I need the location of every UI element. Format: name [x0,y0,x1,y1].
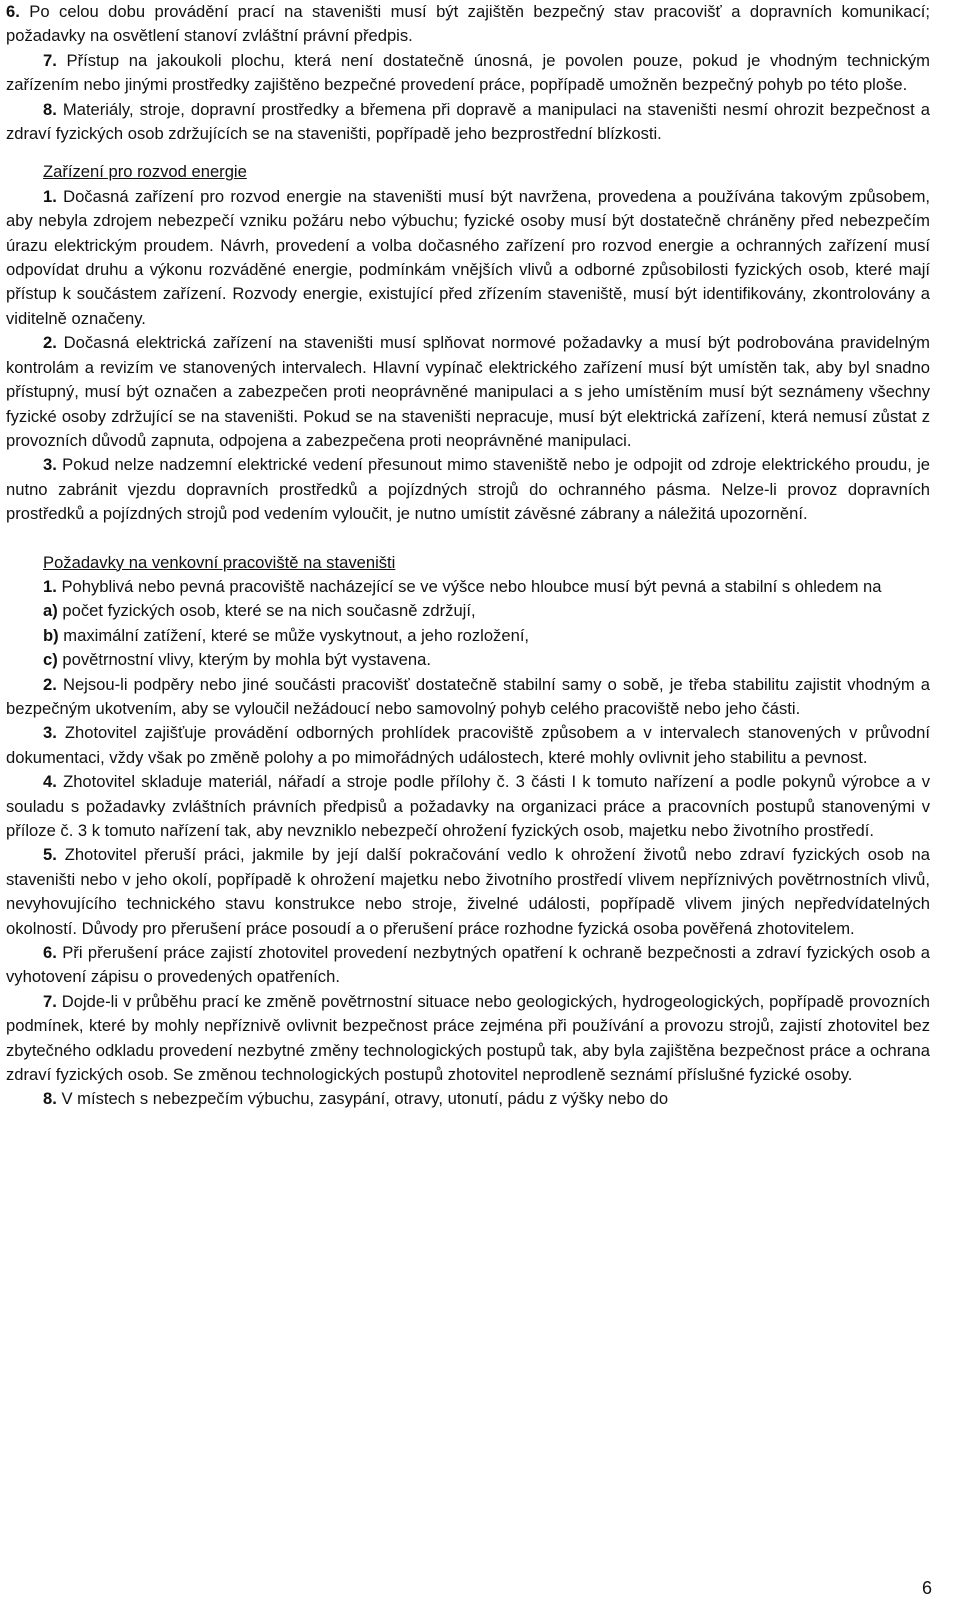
paragraph-number: 7. [43,50,57,70]
paragraph-energy-3 [6,453,930,526]
paragraph-number: 8. [43,1089,57,1109]
list-item-marker: c) [43,650,58,670]
paragraph-text: Při přerušení práce zajistí zhotovitel provedení nezbytných opatření k ochraně bezpečnosti a zdraví fyzických osob a vyhotovení zápisu o provedených opatřeních. [6,943,930,987]
paragraph-text: Zhotovitel zajišťuje provádění odborných prohlídek pracoviště způsobem a v intervalech stanovených v průvodní dokumentaci, vždy však po změně polohy a po mimořádných událostech, které mohly ovlivnit jeho stabilitu a pevnost. [6,723,930,767]
paragraph-text: Pokud nelze nadzemní elektrické vedení přesunout mimo staveniště nebo je odpojit od zdroje elektrického proudu, je nutno zabránit vjezdu dopravních prostředků a pojízdných strojů do ochranného pásma. Nelze-li provoz dopravních prostředků a pojízdných strojů pod vedením vyloučit, je nutno umístit závěsné zábrany a náležitá upozornění. [6,455,930,524]
section-heading-energy [6,160,930,184]
section-heading-outdoor [6,551,930,575]
list-item-b [6,624,930,648]
paragraph-number: 8. [43,99,57,119]
paragraph-number: 5. [43,845,57,865]
spacer [6,146,930,160]
list-item-c [6,648,930,672]
paragraph-text: Po celou dobu provádění prací na staveništi musí být zajištěn bezpečný stav pracovišť a dopravních komunikací; požadavky na osvětlení stanoví zvláštní právní předpis. [6,2,930,46]
paragraph-number: 4. [43,772,57,792]
paragraph-text: Dočasná elektrická zařízení na staveništi musí splňovat normové požadavky a musí být podrobována pravidelným kontrolám a revizím ve stanovených intervalech. Hlavní vypínač elektrického zařízení musí být umístěn tak, aby byl snadno přístupný, musí být označen a zabezpečen proti neoprávněné manipulaci a s jeho umístěním musí být seznámeny všechny fyzické osoby zdržující se na staveništi. Pokud se na staveništi nepracuje, musí být elektrická zařízení, která nemusí zůstat z provozních důvodů zapnuta, odpojena a zabezpečena proti neoprávněné manipulaci. [6,333,930,450]
paragraph-number: 1. [43,576,57,596]
paragraph-number: 2. [43,333,57,353]
paragraph-energy-2 [6,331,930,453]
spacer [6,527,930,551]
paragraph-outdoor-1 [6,575,930,599]
list-item-text: maximální zatížení, které se může vyskytnout, a jeho rozložení, [58,625,530,645]
paragraph-text: Zhotovitel skladuje materiál, nářadí a stroje podle přílohy č. 3 části I k tomuto nařízení a podle pokynů výrobce a v souladu s požadavky zvláštních právních předpisů a požadavky na organizaci práce a pracovních postupů stanovenými v příloze č. 3 k tomuto nařízení tak, aby nevzniklo nebezpečí ohrožení fyzických osob, majetku nebo životního prostředí. [6,772,930,840]
paragraph-text: Zhotovitel přeruší práci, jakmile by její další pokračování vedlo k ohrožení životů nebo zdraví fyzických osob na staveništi nebo v jeho okolí, popřípadě k ohrožení majetku nebo životního prostředí vlivem nepříznivých povětrnostních vlivů, nevyhovujícího technického stavu konstrukce nebo stroje, živelné události, popřípadě vlivem jiných nepředvídatelných okolností. Důvody pro přerušení práce posoudí a o přerušení práce rozhodne fyzická osoba pověřená zhotovitelem. [6,845,930,938]
paragraph-text: Přístup na jakoukoli plochu, která není dostatečně únosná, je povolen pouze, pokud je vhodným technickým zařízením nebo jinými prostředky zajištěno bezpečné provedení práce, popřípadě umožněn bezpečný pohyb po této ploše. [6,50,930,95]
list-item-text: počet fyzických osob, které se na nich současně zdržují, [57,601,476,621]
heading-text: Požadavky na venkovní pracoviště na staveništi [43,552,396,572]
paragraph-number: 3. [43,723,57,743]
list-item-a [6,599,930,623]
paragraph-number: 6. [6,2,20,21]
list-item-marker: a) [43,601,58,621]
paragraph-outdoor-6 [6,941,930,990]
paragraph-text: Pohyblivá nebo pevná pracoviště nacházející se ve výšce nebo hloubce musí být pevná a stabilní s ohledem na [56,576,882,596]
paragraph-text: Nejsou-li podpěry nebo jiné součásti pracovišť dostatečně stabilní samy o sobě, je třeba stabilitu zajistit vhodným a bezpečným ukotvením, aby se vyloučil nežádoucí nebo samovolný pohyb celého pracoviště nebo jeho části. [6,674,930,718]
paragraph-8 [6,98,930,147]
paragraph-outdoor-8 [6,1087,930,1111]
paragraph-outdoor-5 [6,843,930,941]
paragraph-energy-1 [6,185,930,331]
list-item-text: povětrnostní vlivy, kterým by mohla být vystavena. [57,650,431,670]
paragraph-outdoor-7 [6,990,930,1088]
paragraph-number: 1. [43,186,57,206]
paragraph-6 [6,0,930,49]
paragraph-number: 6. [43,943,57,963]
document-page [6,0,930,1112]
heading-text: Zařízení pro rozvod energie [43,162,247,182]
paragraph-number: 2. [43,674,57,694]
paragraph-text: Dočasná zařízení pro rozvod energie na staveništi musí být navržena, provedena a používána takovým způsobem, aby nebyla zdrojem nebezpečí vzniku požáru nebo výbuchu; fyzické osoby musí být dostatečně chráněny před nebezpečím úrazu elektrickým proudem. Návrh, provedení a volba dočasného zařízení pro rozvod energie a ochranných zařízení musí odpovídat druhu a výkonu rozváděné energie, podmínkám vnějších vlivů a odborné způsobilosti fyzických osob, které mají přístup k součástem zařízení. Rozvody energie, existující před zřízením staveniště, musí být identifikovány, zkontrolovány a viditelně označeny. [6,186,930,328]
paragraph-outdoor-2 [6,673,930,722]
paragraph-text: Materiály, stroje, dopravní prostředky a břemena při dopravě a manipulaci na staveništi nesmí ohrozit bezpečnost a zdraví fyzických osob zdržujících se na staveništi, popřípadě jeho bezprostřední blízkosti. [6,99,930,144]
paragraph-7 [6,49,930,98]
page-number: 6 [921,1578,932,1598]
paragraph-outdoor-3 [6,721,930,770]
paragraph-text: Dojde-li v průběhu prací ke změně povětrnostní situace nebo geologických, hydrogeologických, popřípadě provozních podmínek, které by mohly nepříznivě ovlivnit bezpečnost práce zejména při používání a provozu strojů, zajistí zhotovitel bez zbytečného odkladu provedení nezbytné změny technologických postupů tak, aby byla zajištěna bezpečnost práce a ochrana zdraví fyzických osob. Se změnou technologických postupů zhotovitel neprodleně seznámí příslušné fyzické osoby. [6,991,930,1085]
paragraph-number: 3. [43,455,57,475]
list-item-marker: b) [43,625,59,645]
paragraph-text: V místech s nebezpečím výbuchu, zasypání, otravy, utonutí, pádu z výšky nebo do [56,1089,669,1109]
paragraph-number: 7. [43,991,57,1011]
paragraph-outdoor-4 [6,770,930,843]
